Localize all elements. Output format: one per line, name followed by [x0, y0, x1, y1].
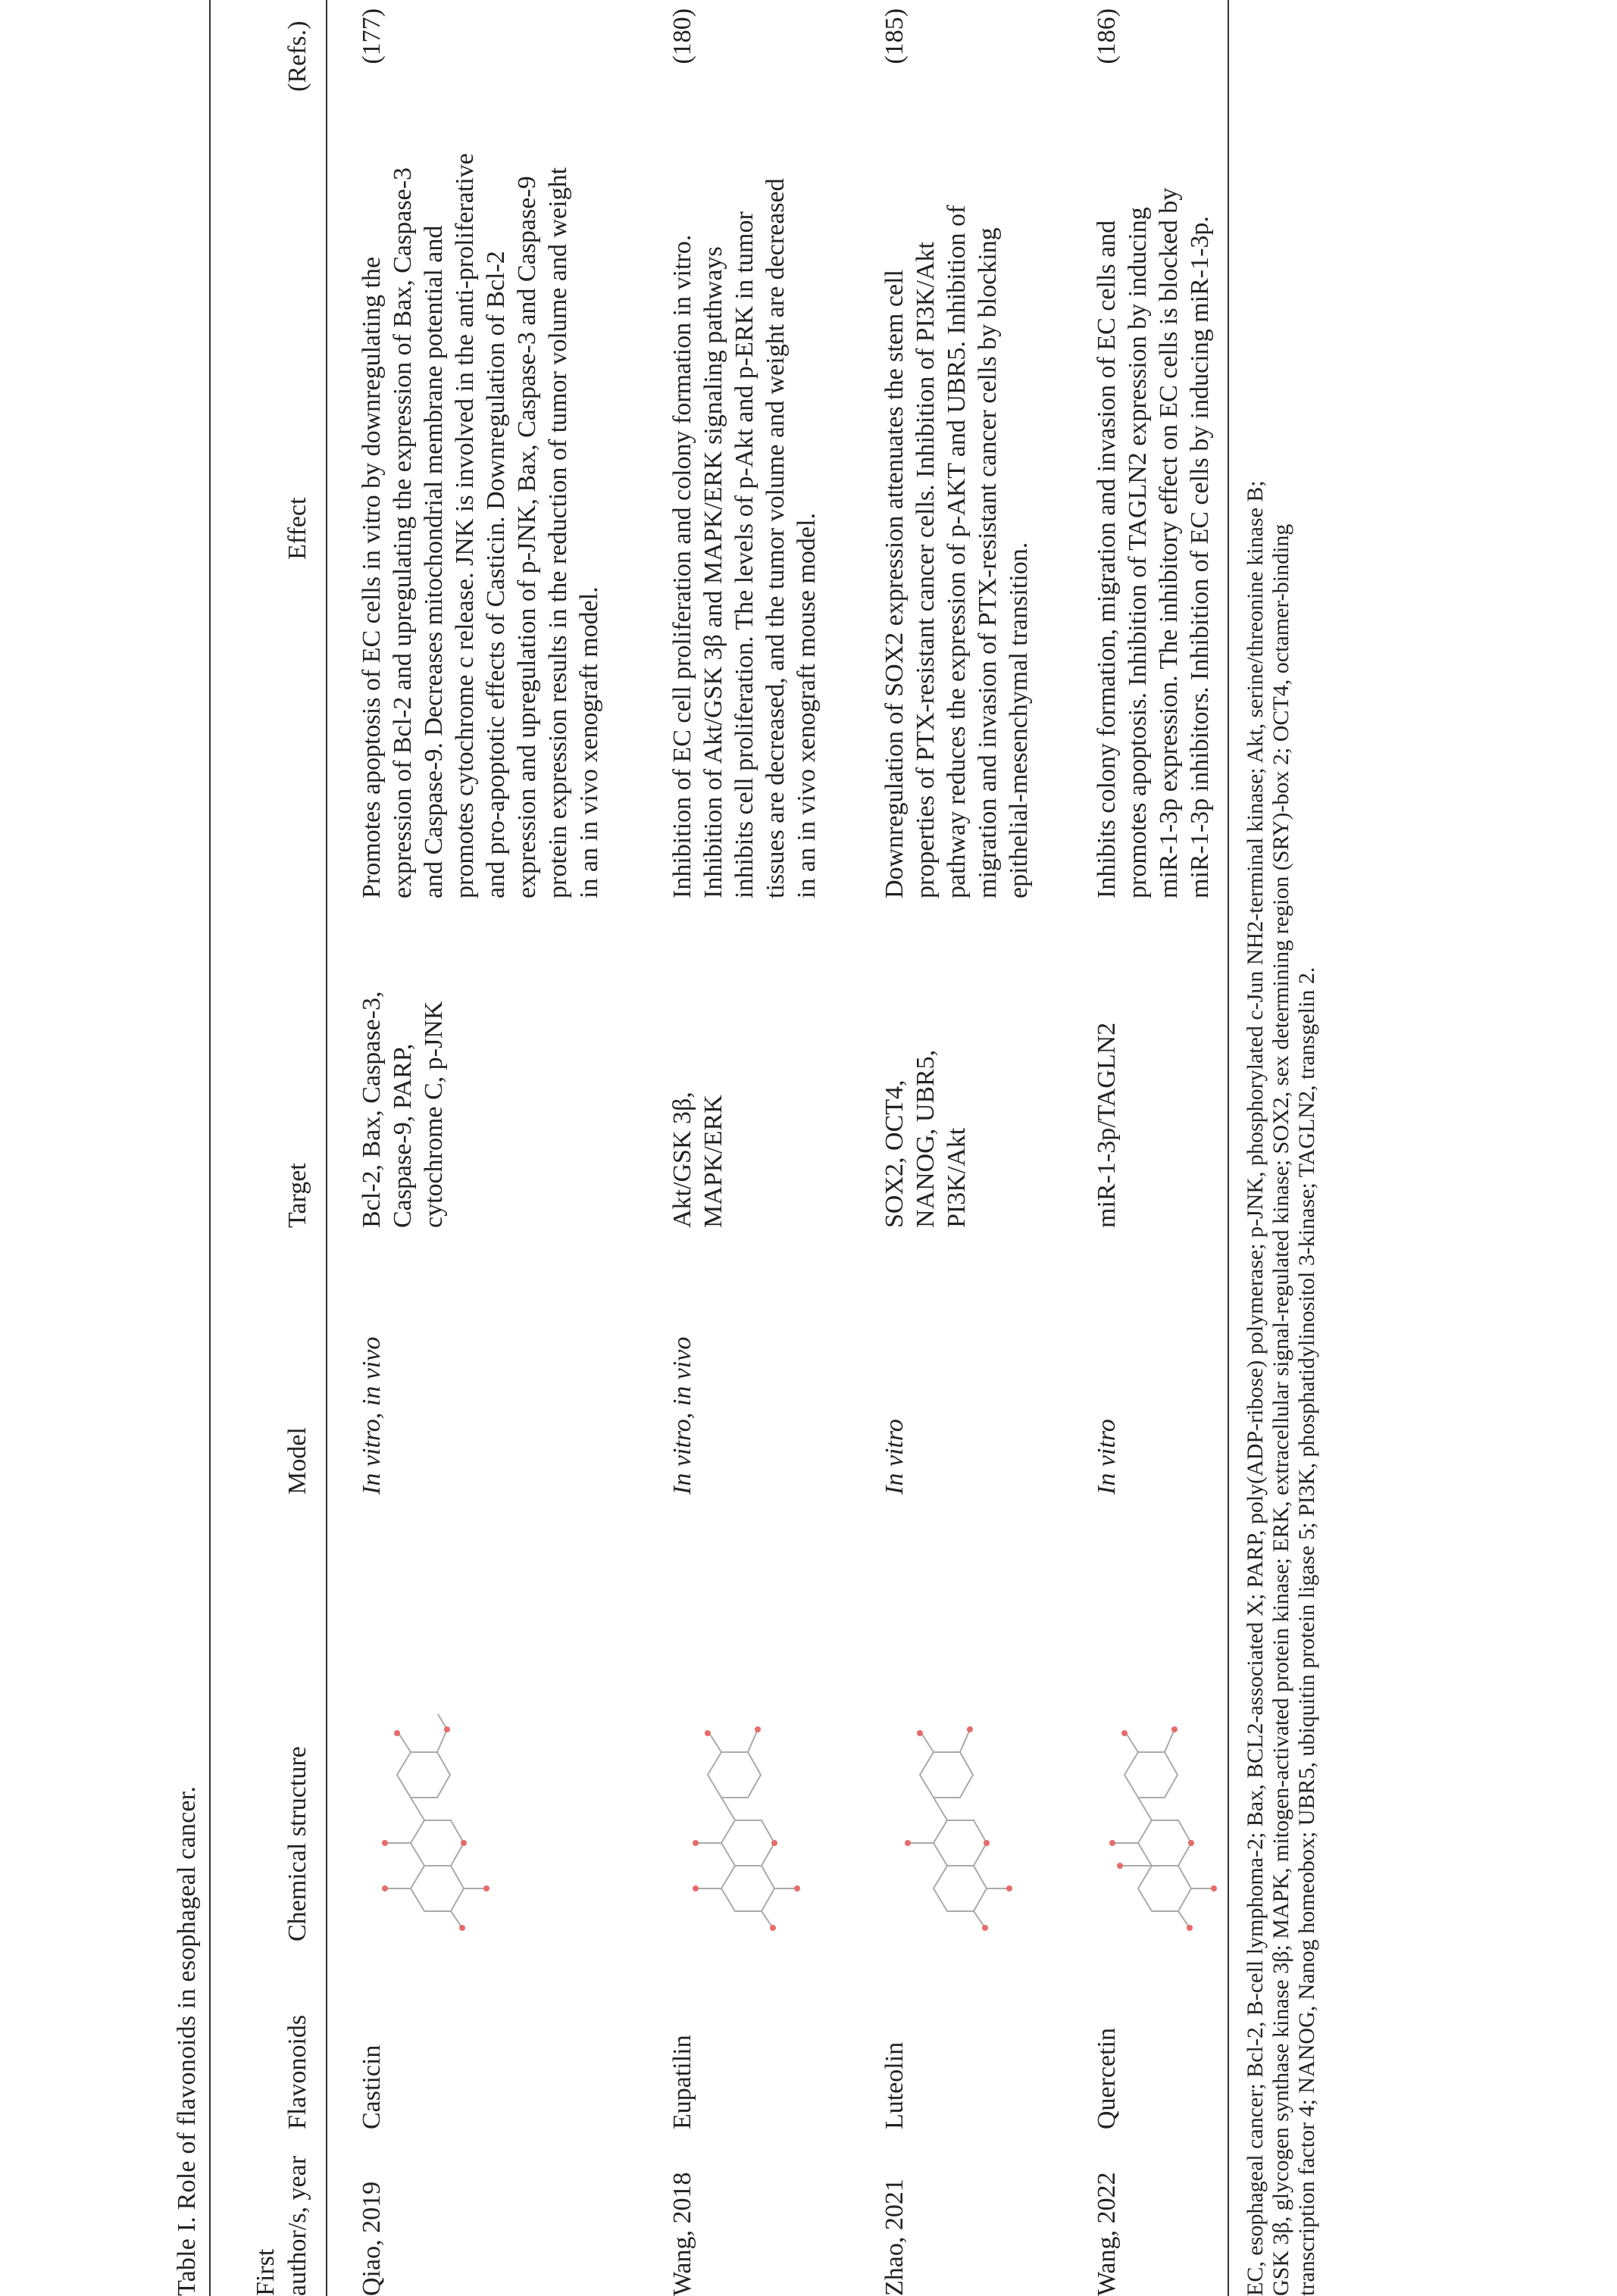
cell-target [667, 1092, 729, 1228]
effect-line: Promotes apoptosis of EC cells in vitro by downregulating the [358, 256, 386, 898]
header-effect: Effect [283, 497, 311, 560]
target-line: PI3K/Akt [943, 1127, 971, 1228]
effect-line: Inhibition of EC cell proliferation and colony formation in vitro. [668, 234, 696, 898]
target-line: SOX2, OCT4, [880, 1079, 909, 1228]
footnote-line: EC, esophageal cancer; Bcl-2, B-cell lymphoma-2; Bax, BCL2-associated X; PARP, poly(ADP-ribose) polymerase; p-JNK, phosphorylated c-Jun NH2-terminal kinase; Akt, serine/threonine kinase B; [1243, 480, 1268, 2296]
effect-line: protein expression results in the reduction of tumor volume and weight [544, 167, 572, 898]
effect-line: pathway reduces the expression of p-AKT and UBR5. Inhibition of [943, 205, 971, 898]
cell-model: In vitro [880, 1419, 909, 1495]
target-line: MAPK/ERK [699, 1095, 727, 1228]
casticin-structure-image [349, 1699, 508, 1941]
header-target: Target [283, 1163, 311, 1228]
cell-model: In vitro, in vivo [668, 1336, 696, 1495]
cell-refs: (177) [358, 8, 386, 64]
effect-line: promotes cytochrome c release. JNK is involved in the anti-proliferative [451, 153, 479, 898]
effect-line: expression of Bcl-2 and upregulating the expression of Bax, Caspase-3 [389, 167, 417, 898]
target-line: NANOG, UBR5, [912, 1049, 940, 1228]
table-footnote [1243, 8, 1320, 2296]
top-rule [209, 0, 211, 2296]
cell-author: Qiao, 2019 [358, 2181, 386, 2296]
effect-line: epithelial-mesenchymal transition. [1005, 542, 1033, 898]
quercetin-structure-image [1076, 1699, 1235, 1941]
cell-refs: (186) [1093, 8, 1121, 64]
effect-line: properties of PTX-resistant cancer cells. Inhibition of PI3K/Akt [912, 242, 940, 898]
bottom-rule [1228, 0, 1229, 2296]
effect-line: Downregulation of SOX2 expression attenuates the stem cell [880, 270, 909, 898]
target-line: Akt/GSK 3β, [668, 1092, 696, 1228]
effect-line: in an in vivo xenograft mouse model. [793, 513, 821, 898]
cell-author: Wang, 2018 [668, 2172, 696, 2296]
effect-line: expression and upregulation of p-JNK, Bax, Caspase-3 and Caspase-9 [513, 176, 541, 898]
target-line: cytochrome C, p-JNK [420, 1001, 448, 1228]
target-line: Caspase-9, PARP, [389, 1043, 417, 1228]
target-line: Bcl-2, Bax, Caspase-3, [358, 991, 386, 1228]
header-model: Model [283, 1427, 311, 1495]
cell-flavonoid: Luteolin [880, 2041, 909, 2129]
luteolin-structure-image [871, 1699, 1031, 1941]
cell-target [1091, 1023, 1122, 1228]
effect-line: in an in vivo xenograft model. [575, 586, 603, 898]
effect-line: tissues are decreased, and the tumor volume and weight are decreased [762, 178, 790, 898]
header-flavonoids: Flavonoids [283, 2014, 311, 2129]
effect-line: miR-1-3p expression. The inhibitory effect on EC cells is blocked by [1155, 187, 1183, 898]
table-caption: Table I. Role of flavonoids in esophageal cancer. [173, 1785, 201, 2296]
header-author [250, 2156, 314, 2296]
target-line: miR-1-3p/TAGLN2 [1093, 1022, 1121, 1228]
effect-line: promotes apoptosis. Inhibition of TAGLN2 expression by inducing [1124, 207, 1152, 898]
cell-flavonoid: Quercetin [1093, 2027, 1121, 2129]
effect-line: migration and invasion of PTX-resistant cancer cells by blocking [974, 227, 1002, 898]
cell-author: Wang, 2022 [1093, 2172, 1121, 2296]
cell-model: In vitro [1093, 1419, 1121, 1495]
effect-line: Inhibits colony formation, migration and invasion of EC cells and [1093, 220, 1121, 898]
header-author-line1: First [252, 2248, 280, 2296]
effect-line: and Caspase-9. Decreases mitochondrial membrane potential and [420, 225, 448, 898]
cell-effect [667, 178, 822, 898]
cell-flavonoid: Casticin [358, 2045, 386, 2129]
header-refs: (Refs.) [283, 20, 311, 92]
header-rule [326, 0, 327, 2296]
cell-effect [879, 205, 1034, 898]
cell-author: Zhao, 2021 [880, 2179, 909, 2296]
cell-effect [1091, 188, 1215, 898]
header-chemical-structure: Chemical structure [283, 1746, 311, 1941]
cell-refs: (180) [668, 8, 696, 64]
effect-line: miR-1-3p inhibitors. Inhibition of EC cells by inducing miR-1-3p. [1186, 216, 1214, 898]
cell-target [356, 991, 449, 1228]
effect-line: inhibits cell proliferation. The levels of p-Akt and p-ERK in tumor [730, 211, 758, 898]
cell-target [879, 1050, 972, 1228]
cell-flavonoid: Eupatilin [668, 2035, 696, 2129]
cell-effect [356, 153, 605, 898]
effect-line: Inhibition of Akt/GSK 3β and MAPK/ERK signaling pathways [699, 246, 727, 898]
cell-refs: (185) [880, 8, 909, 64]
cell-model: In vitro, in vivo [358, 1336, 386, 1495]
effect-line: and pro-apoptotic effects of Casticin. Downregulation of Bcl-2 [482, 251, 510, 898]
footnote-line: GSK 3β, glycogen synthase kinase 3β; MAPK, mitogen-activated protein kinase; ERK, extracellular signal-regulated kinase; SOX2, sex determining region (SRY)-box 2; OCT4, octamer-binding [1268, 523, 1293, 2296]
header-author-line2: author/s, year [283, 2155, 311, 2296]
footnote-line: transcription factor 4; NANOG, Nanog homeobox; UBR5, ubiquitin protein ligase 5; PI3K, phosphatidylinositol 3-kinase; TAGLN2, transgelin 2. [1294, 967, 1319, 2296]
eupatilin-structure-image [659, 1699, 818, 1941]
